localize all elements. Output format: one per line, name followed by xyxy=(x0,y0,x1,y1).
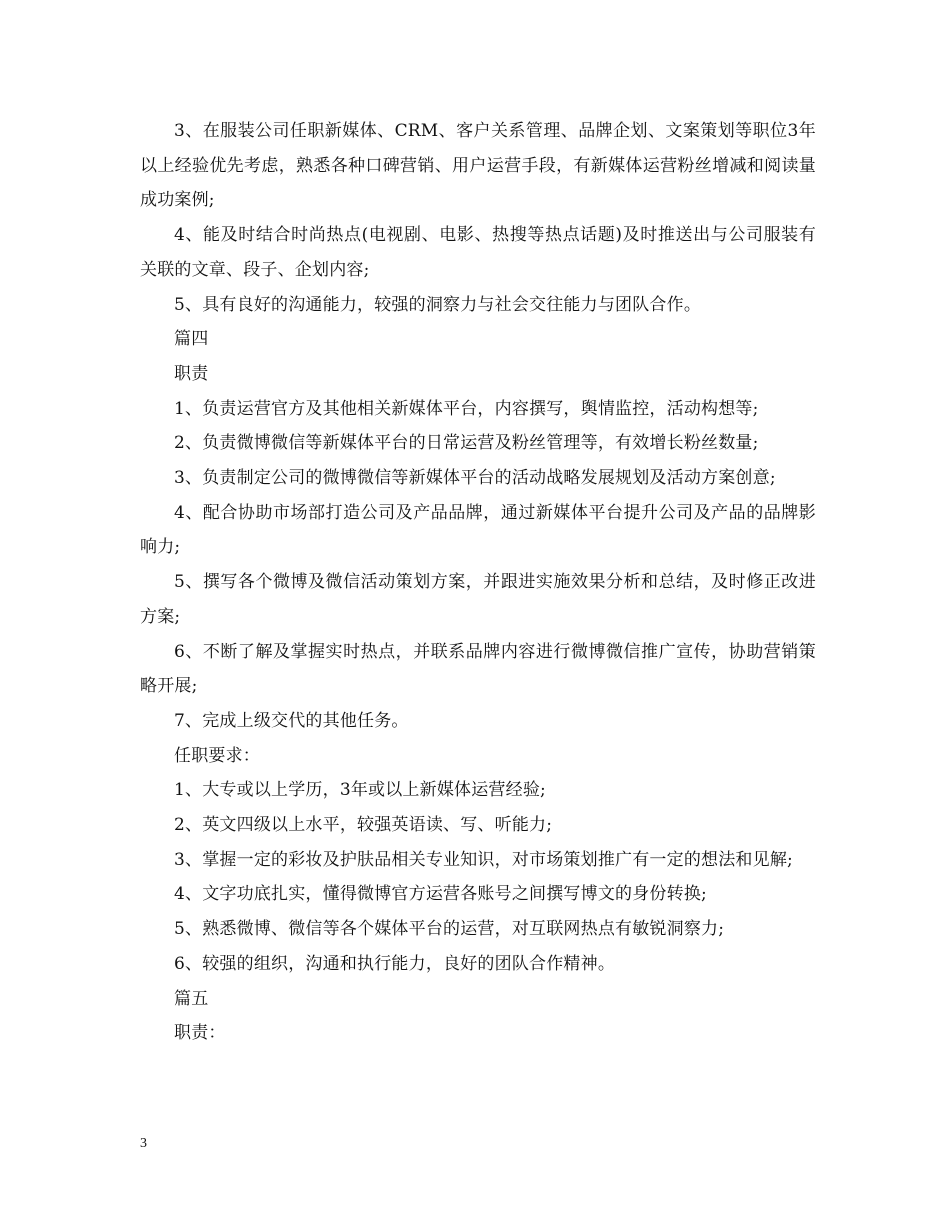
requirement-item-1: 1、大专或以上学历，3年或以上新媒体运营经验; xyxy=(174,780,546,801)
requirement-item-5: 5、熟悉微博、微信等各个媒体平台的运营，对互联网热点有敏锐洞察力; xyxy=(174,919,725,940)
paragraph-req-3: 3、在服装公司任职新媒体、CRM、客户关系管理、品牌企划、文案策划等职位3年以上经验优先考虑，熟悉各种口碑营销、用户运营手段，有新媒体运营粉丝增减和阅读量成功案例; xyxy=(140,121,816,211)
duty-item-4: 4、配合协助市场部打造公司及产品品牌，通过新媒体平台提升公司及产品的品牌影响力; xyxy=(140,502,816,558)
paragraph-req-4: 4、能及时结合时尚热点(电视剧、电影、热搜等热点话题)及时推送出与公司服装有关联的文章、段子、企划内容; xyxy=(140,225,816,280)
duties-heading: 职责 xyxy=(174,363,209,384)
requirement-item-3: 3、掌握一定的彩妆及护肤品相关专业知识，对市场策划推广有一定的想法和见解; xyxy=(174,849,793,870)
page-number: 3 xyxy=(140,1136,147,1151)
duty-item-7: 7、完成上级交代的其他任务。 xyxy=(174,710,409,731)
paragraph-req-5: 5、具有良好的沟通能力，较强的洞察力与社会交往能力与团队合作。 xyxy=(174,294,702,315)
requirement-item-6: 6、较强的组织，沟通和执行能力，良好的团队合作精神。 xyxy=(174,953,616,974)
duty-item-5: 5、撰写各个微博及微信活动策划方案，并跟进实施效果分析和总结，及时修正改进方案; xyxy=(140,572,816,627)
duty-item-1: 1、负责运营官方及其他相关新媒体平台，内容撰写，舆情监控，活动构想等; xyxy=(174,398,759,419)
duties-heading-5: 职责： xyxy=(174,1023,226,1044)
requirement-item-2: 2、英文四级以上水平，较强英语读、写、听能力; xyxy=(174,815,553,836)
section-heading-4: 篇四 xyxy=(174,329,209,350)
duty-item-2: 2、负责微博微信等新媒体平台的日常运营及粉丝管理等，有效增长粉丝数量; xyxy=(174,433,759,454)
requirement-item-4: 4、文字功底扎实，懂得微博官方运营各账号之间撰写博文的身份转换; xyxy=(174,884,707,905)
duty-item-6: 6、不断了解及掌握实时热点，并联系品牌内容进行微博微信推广宣传，协助营销策略开展; xyxy=(140,641,816,697)
section-heading-5: 篇五 xyxy=(174,988,209,1009)
requirements-heading: 任职要求： xyxy=(174,745,260,766)
duty-item-3: 3、负责制定公司的微博微信等新媒体平台的活动战略发展规划及活动方案创意; xyxy=(174,468,776,489)
document-body xyxy=(140,114,816,1051)
